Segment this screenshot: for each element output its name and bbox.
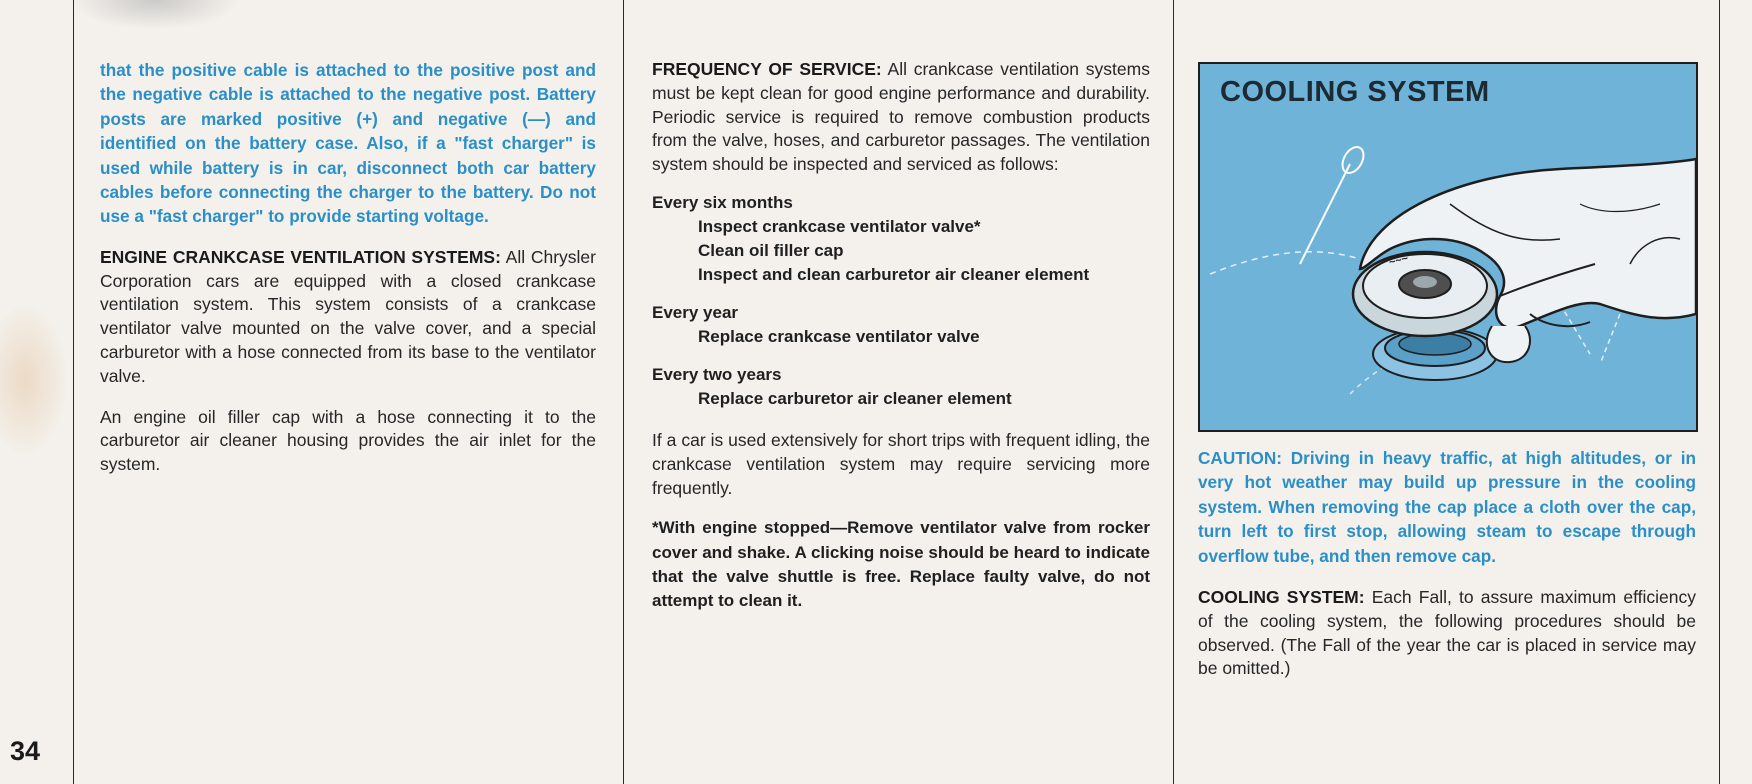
page-number: 34 [10, 736, 41, 766]
schedule-task: Inspect crankcase ventilator valve* [698, 216, 981, 236]
schedule-year [652, 301, 1150, 349]
column-rule [1173, 0, 1174, 784]
column-rule [1719, 0, 1720, 784]
schedule-task: Replace crankcase ventilator valve [698, 326, 980, 346]
cooling-system-illustration [1198, 62, 1698, 432]
battery-warning-text: that the positive cable is attached to the positive post and the negative cable is attached to the negative post. Battery posts are marked positive (+) and negative (—) and identified on the battery case. Also, if a "fast charger" is used while battery is in car, disconnect both car battery cables before connecting the charger to the battery. Do not use a "fast charger" to provide starting voltage. [100, 60, 596, 227]
column-rule [623, 0, 624, 784]
svg-text:~~~: ~~~ [1387, 252, 1410, 269]
schedule-task-text: Inspect and clean carburetor air cleaner element [698, 264, 1090, 284]
crankcase-heading: ENGINE CRANKCASE VENTILATION SYSTEMS: [100, 246, 501, 267]
short-trips-paragraph: If a car is used extensively for short trips with frequent idling, the crankcase ventilation system may require servicing more frequently. [652, 429, 1150, 498]
cooling-section [1198, 586, 1696, 681]
schedule-interval: Every two years [652, 364, 782, 384]
frequency-section [652, 58, 1150, 177]
schedule-interval: Every six months [652, 192, 793, 212]
column-middle [652, 58, 1150, 613]
frequency-heading: FREQUENCY OF SERVICE: [652, 59, 882, 79]
caution-text: CAUTION: Driving in heavy traffic, at high altitudes, or in very hot weather may build up pressure in the cooling system. When removing the cap place a cloth over the cap, turn left to first stop, allowing steam to escape through overflow tube, and then remove cap. [1198, 448, 1696, 566]
schedule-task: Clean oil filler cap [698, 240, 844, 260]
ventilator-footnote: *With engine stopped—Remove ventilator valve from rocker cover and shake. A clicking noise should be heard to indicate that the valve shuttle is free. Replace faulty valve, do not attempt to clean it. [652, 518, 1150, 610]
frequency-body: All crankcase ventilation systems must be kept clean for good engine performance and durability. Periodic service is required to remove combustion products from the valve, hoses, and carburetor passages. The ventilation system should be inspected and serviced as follows: [652, 59, 1150, 175]
cooling-heading: COOLING SYSTEM: [1198, 587, 1365, 608]
schedule-task: Replace carburetor air cleaner element [698, 388, 1012, 408]
paper-stain [0, 300, 70, 460]
schedule-two-years [652, 363, 1150, 411]
column-rule [73, 0, 74, 784]
schedule-interval: Every year [652, 302, 739, 322]
cooling-body: Each Fall, to assure maximum efficiency of the cooling system, the following procedures should be observed. (The Fall of the year the car is placed in service may be omitted.) [1198, 587, 1696, 679]
column-right-text [1198, 446, 1696, 681]
paper-stain [70, 0, 240, 30]
radiator-cap-drawing [1200, 64, 1696, 430]
column-left [100, 58, 596, 477]
schedule-six-months [652, 191, 1150, 287]
crankcase-body: All Chrysler Corporation cars are equipped with a closed crankcase ventilation system. This system consists of a crankcase ventilator valve mounted on the valve cover, and a special carburetor with a hose connected from its base to the ventilator valve. [100, 246, 596, 386]
figure-title: COOLING SYSTEM [1220, 76, 1490, 108]
oil-filler-paragraph: An engine oil filler cap with a hose connecting it to the carburetor air cleaner housing provides the air inlet for the system. [100, 406, 596, 475]
schedule-task [652, 263, 1150, 287]
crankcase-section [100, 246, 596, 389]
